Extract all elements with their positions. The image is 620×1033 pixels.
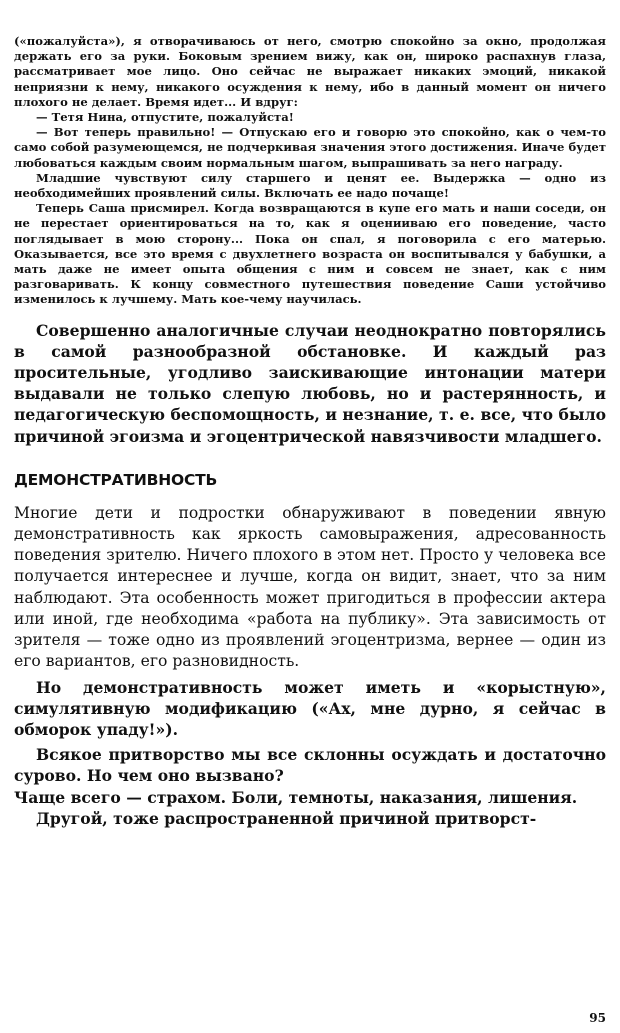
section-paragraph-5: Другой, тоже распространенной причиной притворст- [36, 808, 537, 828]
excerpt-paragraph-3: Теперь Саша присмирел. Когда возвращаются в купе его мать и наши соседи, он не перестает ориентироваться на то, как я оценииваю его поведение, часто поглядывает в мою сторону... Пока он спал, я поговорила с его матерью. Оказывается, все это время с двухлетнего возраста он воспитывался у бабушки, а мать даже не имеет опыта общения с ним и совсем не знает, как с ним разговаривать. К концу совместного путешествия поведение Саши устойчиво изменилось к лучшему. Мать кое-чему научилась. [14, 201, 606, 307]
excerpt-dialogue-1: — Тетя Нина, отпустите, пожалуйста! [36, 110, 294, 125]
excerpt-block [14, 34, 606, 308]
section-body [14, 503, 606, 829]
section-paragraph-2: Но демонстративность может иметь и «корыстную», симулятивную модификацию («Ах, мне дурно, я сейчас в обморок упаду!»). [14, 677, 606, 739]
main-paragraph-block [14, 320, 606, 447]
section-paragraph-1: Многие дети и подростки обнаруживают в поведении явную демонстративность как яркость самовыражения, адресованность поведения зрителю. Ничего плохого в этом нет. Просто у человека все получается интереснее и лучше, когда он видит, знает, что за ним наблюдают. Эта особенность может пригодиться в профессии актера или иной, где необходима «работа на публику». Эта зависимость от зрителя — тоже одно из проявлений эгоцентризма, вернее — один из его вариантов, его разновидность. [14, 503, 606, 671]
section-paragraph-4: Чаще всего — страхом. Боли, темноты, наказания, лишения. [14, 787, 578, 807]
excerpt-paragraph-2: Младшие чувствуют силу старшего и ценят ее. Выдержка — одно из необходимейших проявлений силы. Включать ее надо почаще! [14, 170, 606, 201]
section-paragraph-3: Всякое притворство мы все склонны осуждать и достаточно сурово. Но чем оно вызвано? [14, 745, 606, 786]
excerpt-dialogue-2: — Вот теперь правильно! — Отпускаю его и говорю это спокойно, как о чем-то само собой разумеющемся, не подчеркивая значения этого достижения. Иначе будет любоваться каждым своим нормальным шагом, выпрашивать за него награду. [14, 125, 606, 170]
section-heading: ДЕМОНСТРАТИВНОСТЬ [14, 470, 218, 489]
excerpt-paragraph-1: («пожалуйста»), я отворачиваюсь от него, смотрю спокойно за окно, продолжая держать его за руки. Боковым зрением вижу, как он, широко распахнув глаза, рассматривает мое лицо. Оно сейчас не выражает никаких эмоций, никакой неприязни к нему, никакого осуждения к нему, ибо в данный момент он ничего плохого не делает. Время идет... И вдруг: [14, 34, 606, 109]
page-number: 95 [589, 1011, 606, 1025]
main-paragraph: Совершенно аналогичные случаи неоднократно повторялись в самой разнообразной обстановке. И каждый раз просительные, угодливо заискивающие интонации матери выдавали не только слепую любовь, но и растерянность, и педагогическую беспомощность, и незнание, т. е. все, что было причиной эгоизма и эгоцентрической навязчивости младшего. [14, 320, 606, 446]
